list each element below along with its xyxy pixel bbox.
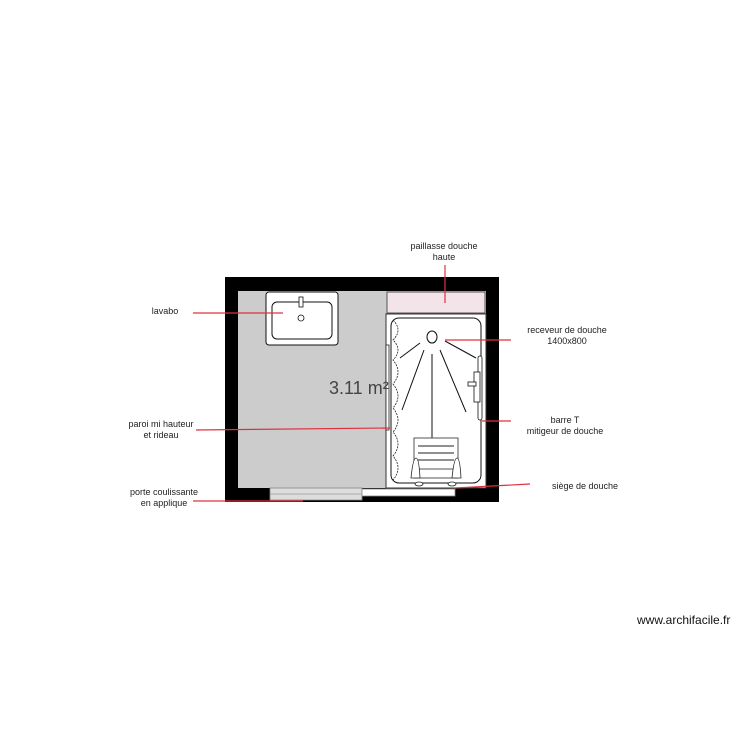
archifacile-credit: www.archifacile.fr — [637, 613, 731, 627]
label-barre — [515, 415, 615, 437]
label-line: lavabo — [151, 306, 179, 316]
label-line: et rideau — [143, 430, 179, 440]
label-line: siège de douche — [551, 481, 619, 491]
label-paroi — [118, 419, 204, 441]
shower-drain — [427, 331, 437, 343]
label-line: paroi mi hauteur — [128, 419, 194, 429]
label-lavabo — [140, 306, 190, 317]
label-receveur — [515, 325, 619, 347]
label-siege — [540, 481, 630, 492]
area-label: 3.11 m² — [329, 378, 389, 398]
label-line: paillasse douche — [410, 241, 478, 251]
label-line: en applique — [140, 498, 188, 508]
label-line: 1400x800 — [547, 336, 587, 346]
sink — [266, 292, 338, 345]
label-line: mitigeur de douche — [526, 426, 604, 436]
label-line: haute — [432, 252, 456, 262]
label-line: barre T — [550, 415, 580, 425]
sliding-door-panel[interactable] — [362, 489, 455, 496]
paillasse-counter — [387, 292, 485, 313]
label-paillasse — [396, 241, 492, 263]
label-line: receveur de douche — [527, 325, 607, 335]
label-porte — [118, 487, 210, 509]
label-line: porte coulissante — [129, 487, 199, 497]
